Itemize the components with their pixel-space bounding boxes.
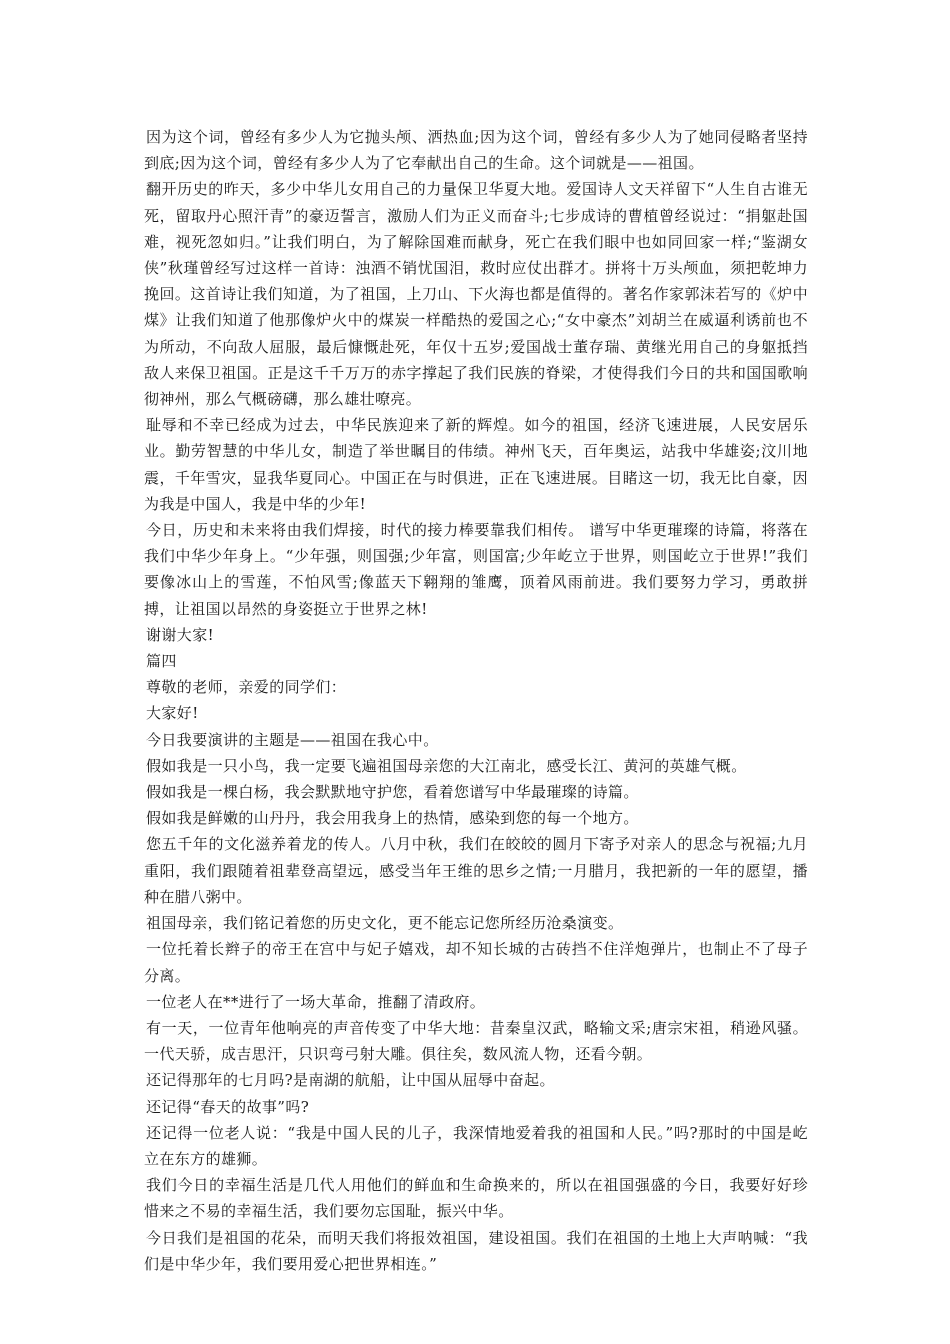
paragraph-emperor: 一位托着长辫子的帝王在宫中与妃子嬉戏，却不知长城的古砖挡不住洋炮弹片，也制止不了母子分离。: [144, 940, 808, 985]
paragraph-bird: 假如我是一只小鸟，我一定要飞遍祖国母亲您的大江南北，感受长江、黄河的英雄气概。: [146, 756, 747, 775]
paragraph-history: 翻开历史的昨天，多少中华儿女用自己的力量保卫华夏大地。爱国诗人文天祥留下“人生自古谁无死，留取丹心照汗青”的豪迈誓言，激励人们为正义而奋斗;七步成诗的曹植曾经说过：“捐躯赴国难，视死忽如归。”让我们明白，为了解除国难而献身，死亡在我们眼中也如同回家一样;“鉴湖女侠”秋瑾曾经写过这样一首诗：浊酒不销忧国泪，救时应仗出群才。拼将十万头颅血，须把乾坤力挽回。这首诗让我们知道，为了祖国，上刀山、下火海也都是值得的。著名作家郭沫若写的《炉中煤》让我们知道了他那像炉火中的煤炭一样酷热的爱国之心;“女中豪杰”刘胡兰在威逼利诱前也不为所动，不向敌人屈服，最后慷慨赴死，年仅十五岁;爱国战士董存瑞、黄继光用自己的身躯抵挡敌人来保卫祖国。正是这千千万万的赤字撑起了我们民族的脊梁，才使得我们今日的共和国国歌响彻神州，那么气概磅礴，那么雄壮嘹亮。: [144, 180, 808, 409]
section-heading: 篇四: [146, 652, 177, 671]
paragraph-remember: 祖国母亲，我们铭记着您的历史文化，更不能忘记您所经历沧桑演变。: [146, 914, 624, 933]
paragraph-thanks: 谢谢大家!: [146, 625, 215, 644]
paragraph-july: 还记得那年的七月吗?是南湖的航船，让中国从屈辱中奋起。: [146, 1071, 555, 1090]
paragraph-glory: 耻辱和不幸已经成为过去，中华民族迎来了新的辉煌。如今的祖国，经济飞速进展，人民安居乐业。勤劳智慧的中华儿女，制造了举世瞩目的伟绩。神州飞天，百年奥运，站我中华雄姿;汶川地震，千年雪灾，显我华夏同心。中国正在与时俱进，正在飞速进展。目睹这一切，我无比自豪，因为我是中国人，我是中华的少年!: [144, 416, 808, 513]
paragraph-spring-story: 还记得“春天的故事”吗?: [146, 1097, 310, 1116]
paragraph-greeting: 尊敬的老师，亲爱的同学们：: [146, 678, 347, 697]
paragraph-intro: 因为这个词，曾经有多少人为它抛头颅、洒热血;因为这个词，曾经有多少人为了她同侵略者坚持到底;因为这个词，曾经有多少人为了它奉献出自己的生命。这个词就是——祖国。: [144, 128, 808, 173]
paragraph-future: 今日，历史和未来将由我们焊接，时代的接力棒要靠我们相传。 谱写中华更璀璨的诗篇，将落在我们中华少年身上。“少年强，则国强;少年富，则国富;少年屹立于世界，则国屹立于世界!”我们要像冰山上的雪莲，不怕风雪;像蓝天下翱翔的雏鹰，顶着风雨前进。我们要努力学习，勇敢拼搏，让祖国以昂然的身姿挺立于世界之林!: [144, 521, 808, 618]
paragraph-old-man: 还记得一位老人说：“我是中国人民的儿子，我深情地爱着我的祖国和人民。”吗?那时的中国是屹立在东方的雄狮。: [144, 1123, 808, 1168]
paragraph-revolution: 一位老人在**进行了一场大革命，推翻了清政府。: [146, 992, 486, 1011]
paragraph-topic: 今日我要演讲的主题是——祖国在我心中。: [146, 730, 439, 749]
paragraph-culture: 您五千年的文化滋养着龙的传人。八月中秋，我们在皎皎的圆月下寄予对亲人的思念与祝福;九月重阳，我们跟随着祖辈登高望远，感受当年王维的思乡之情;一月腊月，我把新的一年的愿望，播种在腊八粥中。: [144, 835, 808, 906]
document-page: [144, 124, 808, 1277]
paragraph-happiness: 我们今日的幸福生活是几代人用他们的鲜血和生命换来的，所以在祖国强盛的今日，我要好好珍惜来之不易的幸福生活，我们要勿忘国耻，振兴中华。: [144, 1176, 808, 1221]
paragraph-flower: 假如我是鲜嫩的山丹丹，我会用我身上的热情，感染到您的每一个地方。: [146, 809, 639, 828]
paragraph-poplar: 假如我是一棵白杨，我会默默地守护您，看着您谱写中华最璀璨的诗篇。: [146, 783, 639, 802]
paragraph-youth: 有一天，一位青年他响亮的声音传变了中华大地：昔秦皇汉武，略输文采;唐宗宋祖，稍逊风骚。一代天骄，成吉思汗，只识弯弓射大雕。俱往矣，数风流人物，还看今朝。: [144, 1018, 808, 1064]
paragraph-hello: 大家好!: [146, 704, 199, 723]
paragraph-closing: 今日我们是祖国的花朵，而明天我们将报效祖国，建设祖国。我们在祖国的土地上大声呐喊：“我们是中华少年，我们要用爱心把世界相连。”: [144, 1228, 808, 1273]
